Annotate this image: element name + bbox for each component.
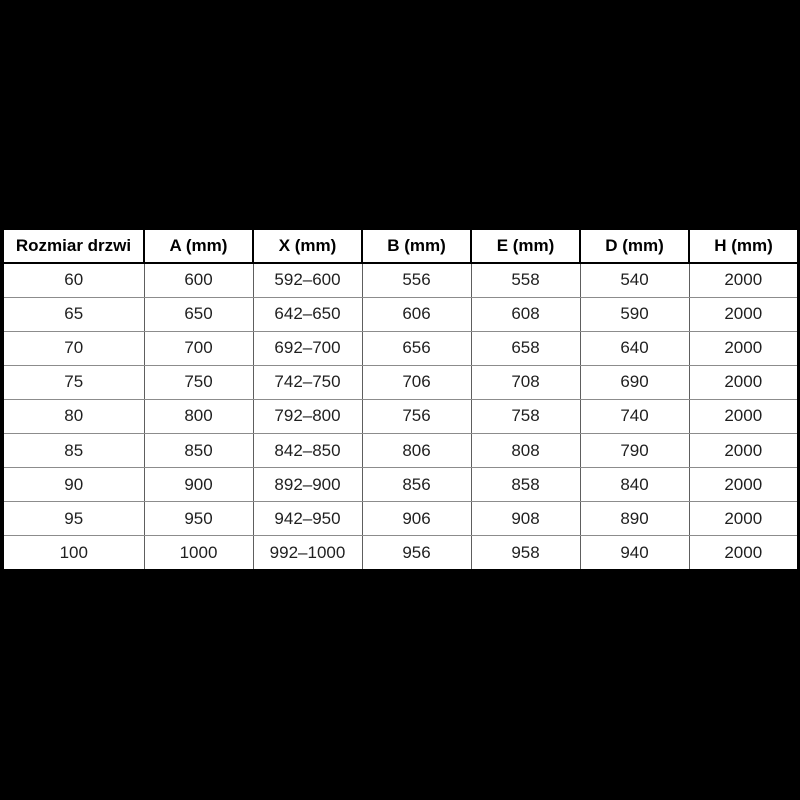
table-cell: 692–700: [253, 331, 362, 365]
table-cell: 956: [362, 536, 471, 570]
header-cell: A (mm): [144, 229, 253, 263]
table-cell: 650: [144, 297, 253, 331]
table-cell: 892–900: [253, 468, 362, 502]
table-cell: 708: [471, 365, 580, 399]
table-cell: 100: [3, 536, 144, 570]
table-cell: 2000: [689, 263, 798, 297]
table-cell: 608: [471, 297, 580, 331]
table-cell: 75: [3, 365, 144, 399]
table-cell: 1000: [144, 536, 253, 570]
table-cell: 706: [362, 365, 471, 399]
table-cell: 556: [362, 263, 471, 297]
table-cell: 2000: [689, 468, 798, 502]
table-cell: 758: [471, 399, 580, 433]
table-row: [3, 502, 798, 536]
table-cell: 2000: [689, 297, 798, 331]
table-cell: 740: [580, 399, 689, 433]
table-cell: 958: [471, 536, 580, 570]
table-cell: 950: [144, 502, 253, 536]
table-row: [3, 399, 798, 433]
table-cell: 2000: [689, 399, 798, 433]
table-cell: 600: [144, 263, 253, 297]
header-cell: B (mm): [362, 229, 471, 263]
table-row: [3, 365, 798, 399]
table-cell: 850: [144, 434, 253, 468]
table-cell: 640: [580, 331, 689, 365]
table-cell: 65: [3, 297, 144, 331]
table-cell: 842–850: [253, 434, 362, 468]
table-row: [3, 536, 798, 570]
table-cell: 540: [580, 263, 689, 297]
table-row: [3, 434, 798, 468]
table-cell: 792–800: [253, 399, 362, 433]
table-row: [3, 263, 798, 297]
table-cell: 558: [471, 263, 580, 297]
table-cell: 606: [362, 297, 471, 331]
table-cell: 750: [144, 365, 253, 399]
door-size-spec-table: [2, 228, 799, 571]
header-row: [3, 229, 798, 263]
table-cell: 700: [144, 331, 253, 365]
header-cell: Rozmiar drzwi: [3, 229, 144, 263]
header-cell: H (mm): [689, 229, 798, 263]
table-cell: 940: [580, 536, 689, 570]
table-row: [3, 297, 798, 331]
header-cell: E (mm): [471, 229, 580, 263]
table-cell: 2000: [689, 502, 798, 536]
table-cell: 60: [3, 263, 144, 297]
header-cell: X (mm): [253, 229, 362, 263]
table-cell: 942–950: [253, 502, 362, 536]
table-cell: 642–650: [253, 297, 362, 331]
table-cell: 90: [3, 468, 144, 502]
table-cell: 592–600: [253, 263, 362, 297]
table-cell: 790: [580, 434, 689, 468]
table-cell: 908: [471, 502, 580, 536]
table-body: [3, 263, 798, 570]
table-cell: 808: [471, 434, 580, 468]
table-cell: 2000: [689, 365, 798, 399]
table-cell: 95: [3, 502, 144, 536]
table-cell: 656: [362, 331, 471, 365]
table-cell: 2000: [689, 331, 798, 365]
table-cell: 806: [362, 434, 471, 468]
table-row: [3, 331, 798, 365]
table-cell: 70: [3, 331, 144, 365]
table-cell: 858: [471, 468, 580, 502]
table-cell: 690: [580, 365, 689, 399]
table-cell: 85: [3, 434, 144, 468]
table-cell: 840: [580, 468, 689, 502]
table-row: [3, 468, 798, 502]
table-cell: 756: [362, 399, 471, 433]
table-cell: 590: [580, 297, 689, 331]
table-cell: 2000: [689, 536, 798, 570]
door-size-spec-table-container: [2, 228, 797, 571]
table-cell: 80: [3, 399, 144, 433]
table-cell: 2000: [689, 434, 798, 468]
table-cell: 900: [144, 468, 253, 502]
table-cell: 800: [144, 399, 253, 433]
table-cell: 658: [471, 331, 580, 365]
table-cell: 742–750: [253, 365, 362, 399]
table-cell: 856: [362, 468, 471, 502]
table-cell: 992–1000: [253, 536, 362, 570]
table-cell: 890: [580, 502, 689, 536]
table-cell: 906: [362, 502, 471, 536]
header-cell: D (mm): [580, 229, 689, 263]
table-header: [3, 229, 798, 263]
